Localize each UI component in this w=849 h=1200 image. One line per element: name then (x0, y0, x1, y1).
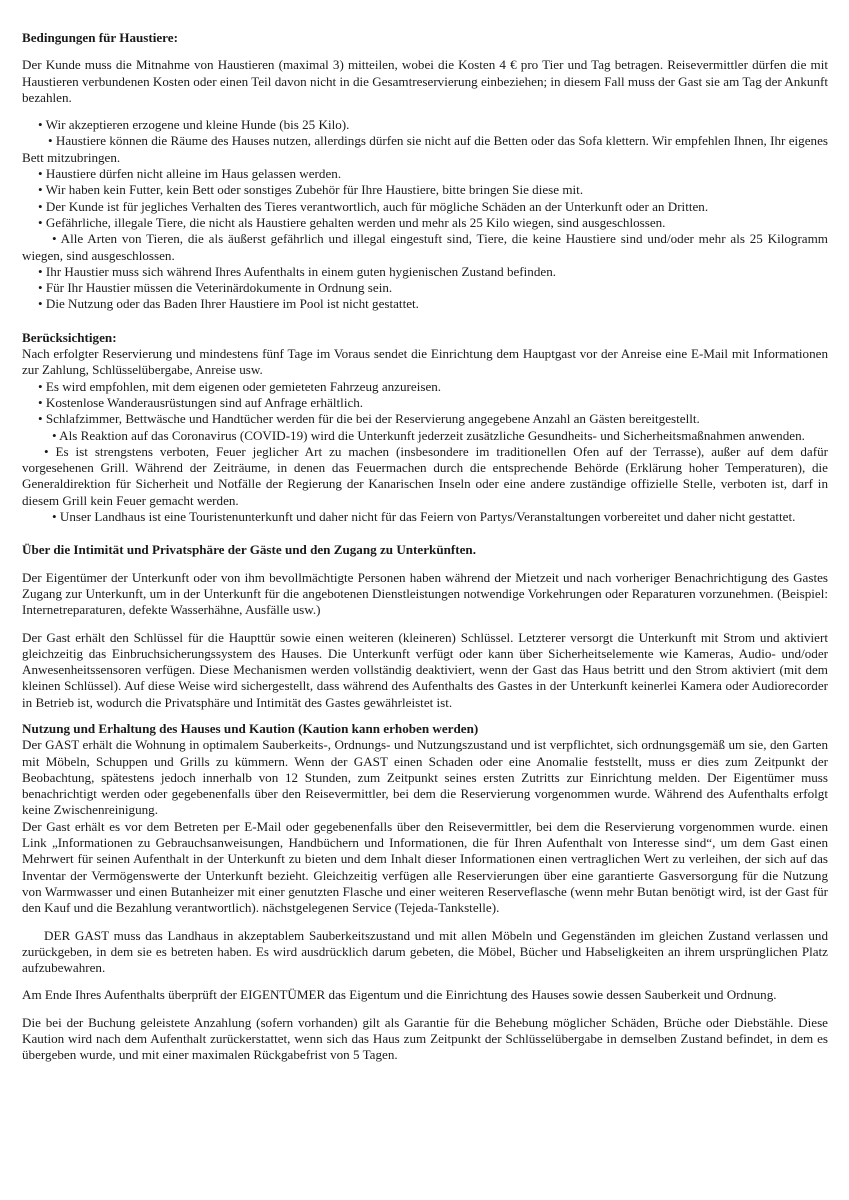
usage-paragraph-3: DER GAST muss das Landhaus in akzeptablem Sauberkeitszustand und mit allen Möbeln und Gegenständen im gleichen Zustand verlassen und zurückgeben, in dem sie es betreten haben. Es wird ausdrücklich darum gebeten, die Möbel, Bücher und Habseligkeiten an ihrem ursprünglichen Platz aufzubewahren. (22, 927, 828, 976)
list-item: • Es wird empfohlen, mit dem eigenen oder gemieteten Fahrzeug anzureisen. (38, 378, 442, 394)
list-item: • Gefährliche, illegale Tiere, die nicht als Haustiere gehalten werden und mehr als 25 Kilo wiegen, sind ausgeschlossen. (38, 214, 666, 230)
list-item: • Als Reaktion auf das Coronavirus (COVID-19) wird die Unterkunft jederzeit zusätzliche Gesundheits- und Sicherheitsmaßnahmen anwenden. (52, 427, 805, 443)
usage-paragraph-1: Der GAST erhält die Wohnung in optimalem Sauberkeits-, Ordnungs- und Nutzungszustand und ist verpflichtet, sich ordnungsgemäß um sie, den Garten mit Möbeln, Schuppen und Grills zu kümmern. Wenn der GAST einen Schaden oder eine Anomalie feststellt, muss er dies zum Zeitpunkt der Beobachtung, spätestens jedoch innerhalb von 12 Stunden, zum Zeitpunkt seines ersten Zutritts zur Einrichtung melden. Der Eigentümer muss benachrichtigt werden oder gegebenenfalls über den Reisevermittler, bei dem die Reservierung vorgenommen wurde. Während des Aufenthalts erfolgt keine Zwischenreinigung. (22, 737, 828, 818)
list-item: • Wir akzeptieren erzogene und kleine Hunde (bis 25 Kilo). (38, 117, 350, 133)
privacy-heading: Über die Intimität und Privatsphäre der Gäste und den Zugang zu Unterkünften. (22, 542, 476, 558)
list-item: • Es ist strengstens verboten, Feuer jeglicher Art zu machen (insbesondere im traditionellen Ofen auf der Terrasse), außer auf dem dafür vorgesehenen Grill. Während der Zeiträume, in denen das Feuermachen durch die entsprechende Behörde (Erklärung hoher Temperaturen), die Generaldirektion für Sicherheit und Notfälle der Regierung der Kanarischen Inseln oder eine andere zuständige offizielle Stelle, verboten ist, darf in diesem Grill kein Feuer gemacht werden. (22, 443, 828, 508)
list-item: • Haustiere können die Räume des Hauses nutzen, allerdings dürfen sie nicht auf die Betten oder das Sofa klettern. Wir empfehlen Ihnen, Ihr eigenes Bett mitzubringen. (22, 133, 828, 165)
consider-list (22, 379, 828, 526)
usage-heading: Nutzung und Erhaltung des Hauses und Kaution (Kaution kann erhoben werden) (22, 720, 479, 736)
list-item: • Unser Landhaus ist eine Touristenunterkunft und daher nicht für das Feiern von Partys/Veranstaltungen vorbereitet und daher nicht gestattet. (52, 509, 796, 525)
usage-paragraph-5: Die bei der Buchung geleistete Anzahlung (sofern vorhanden) gilt als Garantie für die Behebung möglicher Schäden, Brüche oder Diebstähle. Diese Kaution wird nach dem Aufenthalt zurückerstattet, wenn sich das Haus zum Zeitpunkt der Schlüsselübergabe in demselben Zustand befindet, in dem es übergeben wurde, und mit einer maximalen Rückgabefrist von 5 Tagen. (22, 1014, 828, 1063)
pets-list (22, 117, 828, 313)
privacy-paragraph-2: Der Gast erhält den Schlüssel für die Haupttür sowie einen weiteren (kleineren) Schlüssel. Letzterer versorgt die Unterkunft mit Strom und aktiviert gleichzeitig das Einbruchsicherungssystem des Hauses. Die Unterkunft verfügt oder kann über Sicherheitselemente wie Kameras, Audio- und/oder Anwesenheitssensoren verfügen. Diese Mechanismen werden vollständig deaktiviert, wenn der Gast das Haus betritt und den Strom aktiviert (mit dem kleinen Schlüssel). Auf diese Weise wird sichergestellt, dass während des Aufenthalts des Gastes in der Unterkunft keinerlei Kamera oder Audiorecorder in Betrieb ist, wodurch die Privatsphäre und Intimität des Gastes gewährleistet ist. (22, 629, 828, 710)
list-item: • Wir haben kein Futter, kein Bett oder sonstiges Zubehör für Ihre Haustiere, bitte bringen Sie diese mit. (38, 182, 584, 198)
pets-intro: Der Kunde muss die Mitnahme von Haustieren (maximal 3) mitteilen, wobei die Kosten 4 € pro Tier und Tag betragen. Reisevermittler dürfen die mit Haustieren verbundenen Kosten oder einen Teil davon nicht in die Gesamtreservierung einbeziehen; in diesem Fall muss der Gast sie am Tag der Ankunft bezahlen. (22, 57, 828, 105)
list-item: • Alle Arten von Tieren, die als äußerst gefährlich und illegal eingestuft sind, Tiere, die keine Haustiere sind und/oder mehr als 25 Kilogramm wiegen, sind ausgeschlossen. (22, 231, 828, 263)
consider-heading: Berücksichtigen: (22, 329, 117, 345)
list-item: • Ihr Haustier muss sich während Ihres Aufenthalts in einem guten hygienischen Zustand befinden. (38, 263, 557, 279)
list-item: • Die Nutzung oder das Baden Ihrer Haustiere im Pool ist nicht gestattet. (38, 296, 419, 312)
list-item: • Kostenlose Wanderausrüstungen sind auf Anfrage erhältlich. (38, 394, 364, 410)
consider-intro: Nach erfolgter Reservierung und mindestens fünf Tage im Voraus sendet die Einrichtung dem Hauptgast vor der Anreise eine E-Mail mit Informationen zur Zahlung, Schlüsselübergabe, Anreise usw. (22, 346, 828, 378)
document-page (22, 30, 828, 1064)
list-item: • Haustiere dürfen nicht alleine im Haus gelassen werden. (38, 166, 342, 182)
usage-paragraph-2: Der Gast erhält es vor dem Betreten per E-Mail oder gegebenenfalls über den Reisevermittler, bei dem die Reservierung vorgenommen wurde. einen Link „Informationen zu Gebrauchsanweisungen, Handbüchern und Informationen, die für Ihren Aufenthalt von Interesse sind“, um dem Gast einen Mehrwert für seinen Aufenthalt in der Unterkunft zu bieten und dem Inhalt dieser Informationen einen vertraglichen Wert zu verleihen, der sich auf das Inventar der Vermögenswerte der Unterkunft bezieht. Gleichzeitig verfügen alle Reservierungen über eine garantierte Gasversorgung für die Nutzung von Warmwasser und einen Butanheizer mit einer genutzten Flasche und einer weiteren Reserveflasche (wenn mehr Butan benötigt wird, ist der Gast für den Kauf und die Bezahlung verantwortlich). nächstgelegenen Service (Tejeda-Tankstelle). (22, 818, 828, 916)
list-item: • Schlafzimmer, Bettwäsche und Handtücher werden für die bei der Reservierung angegebene Anzahl an Gästen bereitgestellt. (38, 411, 700, 427)
privacy-paragraph-1: Der Eigentümer der Unterkunft oder von ihm bevollmächtigte Personen haben während der Mietzeit und nach vorheriger Benachrichtigung des Gastes Zugang zur Unterkunft, um in der Unterkunft für die angebotenen Dienstleistungen notwendige Vorkehrungen oder Reparaturen vorzunehmen. (Beispiel: Internetreparaturen, defekte Wasserhähne, Ausfälle usw.) (22, 569, 828, 618)
pets-heading: Bedingungen für Haustiere: (22, 30, 178, 45)
list-item: • Der Kunde ist für jegliches Verhalten des Tieres verantwortlich, auch für mögliche Schäden an der Unterkunft oder an Dritten. (38, 198, 709, 214)
usage-paragraph-4: Am Ende Ihres Aufenthalts überprüft der EIGENTÜMER das Eigentum und die Einrichtung des Hauses sowie dessen Sauberkeit und Ordnung. (22, 987, 777, 1003)
list-item: • Für Ihr Haustier müssen die Veterinärdokumente in Ordnung sein. (38, 280, 393, 296)
